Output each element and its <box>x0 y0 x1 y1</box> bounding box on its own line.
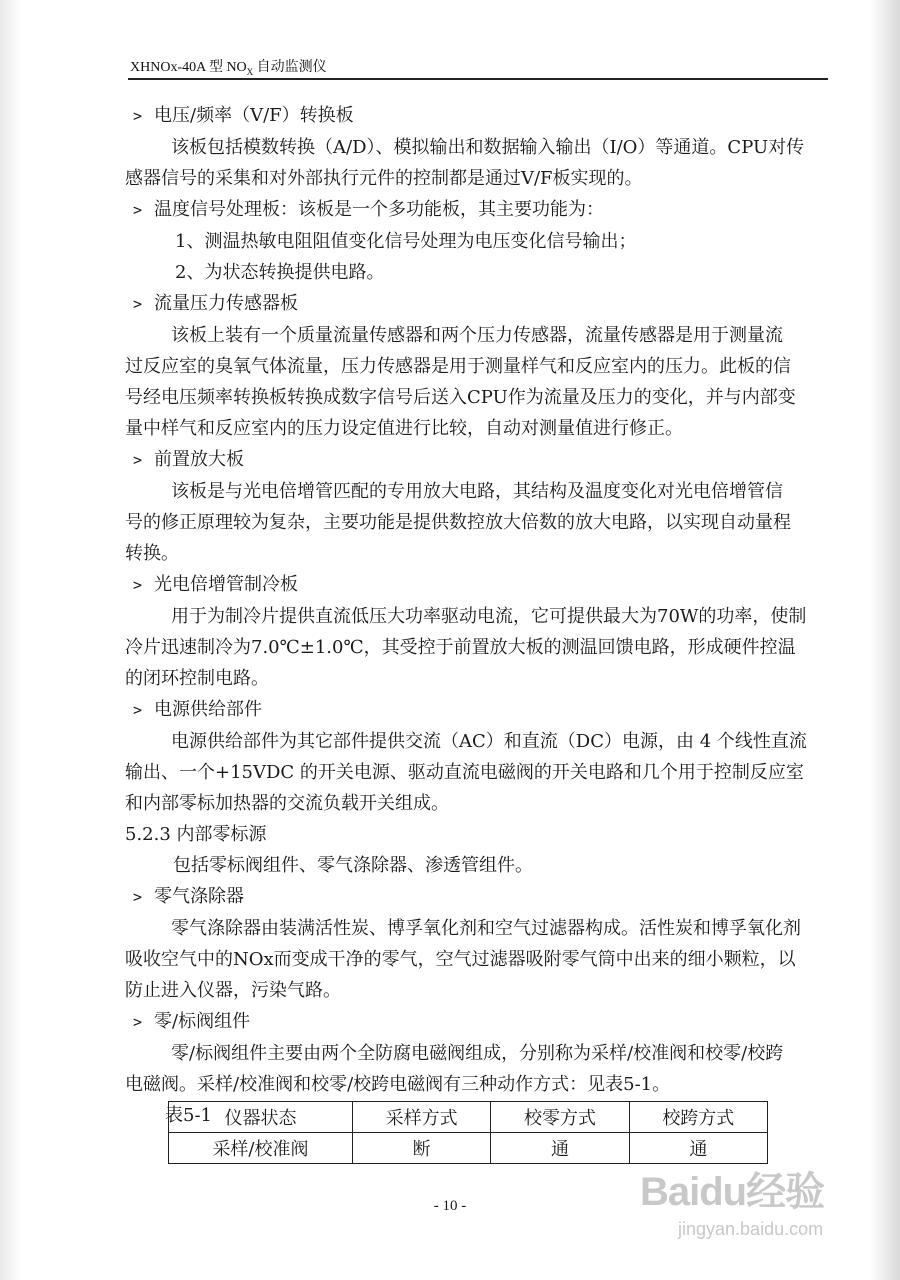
paragraph-line: 的闭环控制电路。 <box>125 668 269 689</box>
section-heading-power-supply: > 电源供给部件 <box>125 694 830 726</box>
header-rule <box>128 78 828 80</box>
paragraph-line: 号的修正原理较为复杂，主要功能是提供数控放大倍数的放大电路，以实现自动量程 <box>125 512 791 533</box>
table-cell: 采样/校准阀 <box>169 1133 353 1164</box>
list-item: 2、为状态转换提供电路。 <box>175 262 385 283</box>
paragraph-line: 号经电压频率转换板转换成数字信号后送入CPU作为流量及压力的变化，并与内部变 <box>125 387 796 408</box>
table-cell: 通 <box>491 1133 629 1164</box>
header-title-main: XHNOx-40A 型 NO <box>130 60 247 75</box>
section-heading-vf-board: > 电压/频率（V/F）转换板 <box>125 100 830 132</box>
paragraph-line: 该板上装有一个质量流量传感器和两个压力传感器，流量传感器是用于测量流 <box>171 325 783 346</box>
running-header <box>130 56 690 77</box>
watermark-url: jingyan.baidu.com <box>678 1219 824 1239</box>
paragraph-line: 该板包括模数转换（A/D）、模拟输出和数据输入输出（I/O）等通道。CPU对传 <box>171 137 805 158</box>
watermark-logo-text: Baidu经验 <box>640 1170 825 1214</box>
paragraph-line: 量中样气和反应室内的压力设定值进行比较，自动对测量值进行修正。 <box>125 418 683 439</box>
table-header-cell: 仪器状态 <box>169 1102 353 1133</box>
paragraph-line: 电磁阀。采样/校准阀和校零/校跨电磁阀有三种动作方式：见表5-1。 <box>125 1074 671 1095</box>
section-heading-preamp-board: > 前置放大板 <box>125 444 830 476</box>
table-header-cell: 校零方式 <box>491 1102 629 1133</box>
table-row <box>169 1133 768 1164</box>
paragraph-line: 该板是与光电倍增管匹配的专用放大电路，其结构及温度变化对光电倍增管信 <box>171 481 783 502</box>
paragraph-line: 电源供给部件为其它部件提供交流（AC）和直流（DC）电源，由 4 个线性直流 <box>171 731 807 752</box>
table-caption: 表5-1 <box>165 1105 212 1126</box>
paragraph-line: 冷片迅速制冷为7.0℃±1.0℃，其受控于前置放大板的测温回馈电路，形成硬件控温 <box>125 637 796 658</box>
section-heading-zero-span-valve: > 零/标阀组件 <box>125 1006 830 1038</box>
paragraph-line: 防止进入仪器，污染气路。 <box>125 980 341 1001</box>
valve-table <box>168 1101 768 1164</box>
table-cell: 断 <box>352 1133 490 1164</box>
paragraph-line: 转换。 <box>125 543 179 564</box>
table-header-row <box>169 1102 768 1133</box>
paragraph-line: 吸收空气中的NOx而变成干净的零气，空气过滤器吸附零气筒中出来的细小颗粒，以 <box>125 949 796 970</box>
section-heading-zero-scrubber: > 零气涤除器 <box>125 881 830 913</box>
section-heading-pmt-cooler-board: > 光电倍增管制冷板 <box>125 569 830 601</box>
paragraph-line: 输出、一个+15VDC 的开关电源、驱动直流电磁阀的开关电路和几个用于控制反应室 <box>125 762 804 783</box>
paragraph-line: 零/标阀组件主要由两个全防腐电磁阀组成，分别称为采样/校准阀和校零/校跨 <box>171 1043 784 1064</box>
paragraph-line: 过反应室的臭氧气体流量，压力传感器是用于测量样气和反应室内的压力。此板的信 <box>125 356 791 377</box>
paragraph-line: 包括零标阀组件、零气涤除器、渗透管组件。 <box>173 855 533 876</box>
table-header-cell: 采样方式 <box>352 1102 490 1133</box>
list-item: 1、测温热敏电阻阻值变化信号处理为电压变化信号输出； <box>175 231 637 252</box>
table-cell: 通 <box>629 1133 767 1164</box>
baidu-watermark <box>640 1160 860 1250</box>
section-heading-5-2-3: 5.2.3 内部零标源 <box>125 824 267 845</box>
header-title-tail: 自动监测仪 <box>253 60 327 75</box>
paragraph-line: 感器信号的采集和对外部执行元件的控制都是通过V/F板实现的。 <box>125 168 643 189</box>
paragraph-line: 和内部零标加热器的交流负载开关组成。 <box>125 793 449 814</box>
paragraph-line: 零气涤除器由装满活性炭、博孚氧化剂和空气过滤器构成。活性炭和博孚氧化剂 <box>171 918 801 939</box>
section-heading-flow-pressure-board: > 流量压力传感器板 <box>125 288 830 320</box>
page-number: - 10 - <box>433 1198 467 1214</box>
paragraph-line: 用于为制冷片提供直流低压大功率驱动电流，它可提供最大为70W的功率，使制 <box>171 606 807 627</box>
table-header-cell: 校跨方式 <box>629 1102 767 1133</box>
body-text <box>125 100 830 1131</box>
header-title-subscript: X <box>246 66 254 77</box>
section-heading-temperature-board: > 温度信号处理板：该板是一个多功能板，其主要功能为： <box>125 194 830 226</box>
